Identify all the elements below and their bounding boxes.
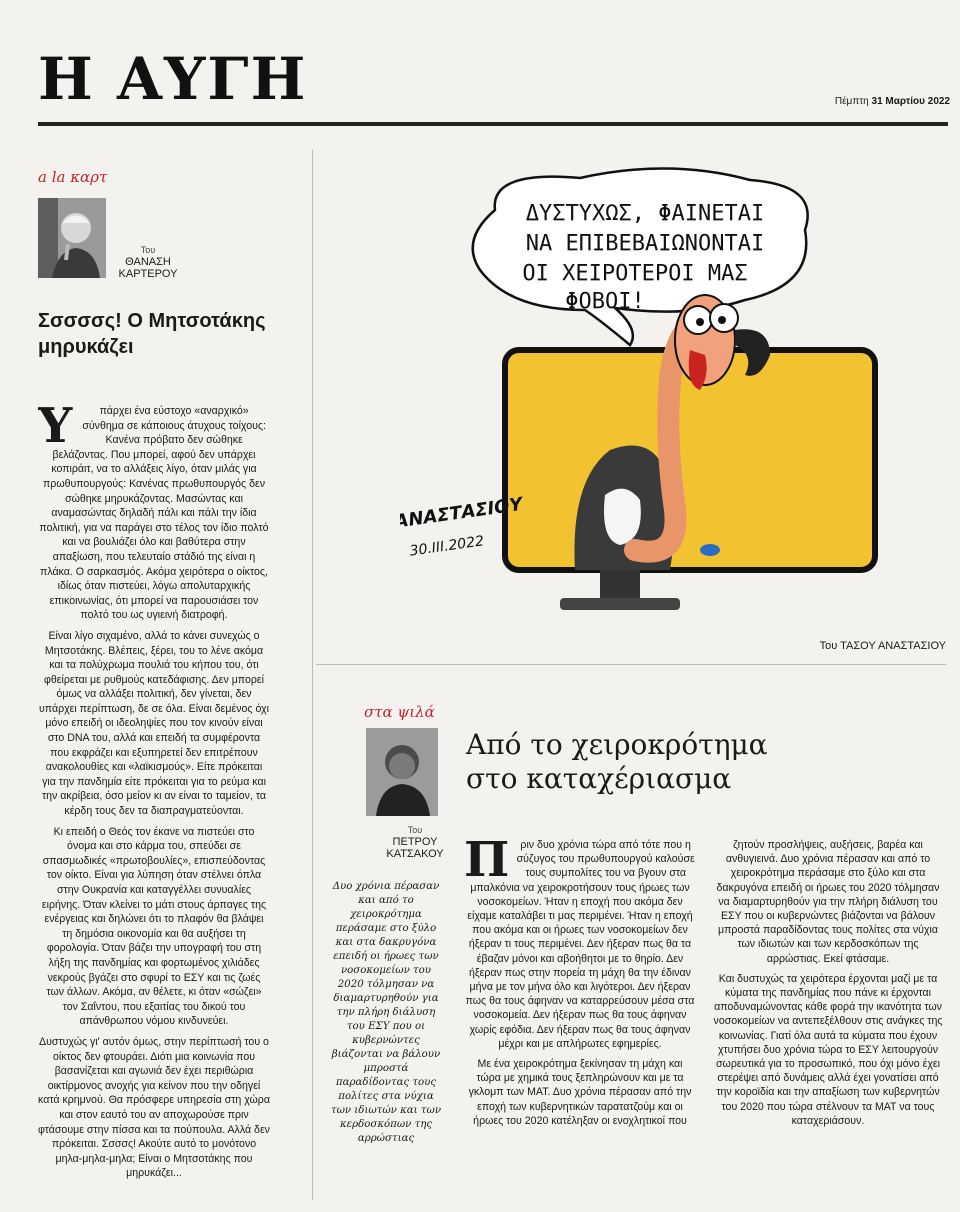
article-right-column-1 [464,838,696,1198]
paragraph: Είναι λίγο σιχαμένο, αλλά το κάνει συνεχώς ο Μητσοτάκης. Βλέπεις, ξέρει, του το λένε ακόμα και τα πολύχρωμα πουλιά του κήπου του, ότι φθείρεται με ρυθμούς κατεδάφισης. Δεν μπορεί όμως να αλλάξει πολιτική, δεν γίνεται, δεν υπάρχει περίπτωση, δε σε όλα. Είναι δεμένος όχι μόνο επειδή οι ιδεοληψίες που τον κινούν είναι στο DNA του, αλλά και επειδή τα συμφέροντα που εκφράζει και εξυπηρετεί δεν επιτρέπουν ανακολουθίες και «λαϊκισμούς». Είτε πρόκειται για την πανδημία είτε πρόκειται για το ρεύμα και την ακρίβεια, όσο μείον κι αν είναι το ταμείον, τα κέρδη τους δεν τα διαπραγματεύονται. [39,629,269,818]
monitor-screen [505,350,875,570]
paragraph: ζητούν προσλήψεις, αυξήσεις, βαρέα και ανθυγιεινά. Δυο χρόνια πέρασαν και από το χειροκρότημα περάσαμε στο ξύλο και στα δακρυγόνα επειδή οι ήρωες του 2020 τόλμησαν να διαμαρτυρηθούν για την πλήρη διάλυση του ΕΣΥ που οι κυβερνώντες βιάζονται να βάλουν μπροστά παραδίδοντας τους πολίτες στα νύχια των ιδιωτών και των κερδοσκόπων της αρρώστιας. Εκεί φτάσαμε. [716,839,940,965]
byline-prefix: Του [140,245,156,255]
date-value: 31 Μαρτίου 2022 [871,96,950,107]
speech-line-3: ΟΙ ΧΕΙΡΟΤΕΡΟΙ ΜΑΣ [522,261,748,286]
speech-line-4: ΦΟΒΟΙ! [565,289,645,314]
column-divider [312,150,313,1200]
headline-line-1: Από το χειροκρότημα [466,728,768,761]
speech-line-2: ΝΑ ΕΠΙΒΕΒΑΙΩΝΟΝΤΑΙ [525,231,765,256]
author-photo-left [38,198,106,278]
author-byline-left [108,244,188,280]
dropcap: Π [464,838,510,888]
masthead-title: Η ΑΥΓΗ [38,45,308,113]
masthead-rule [38,122,948,126]
headline-right [466,728,768,796]
editorial-cartoon [400,150,945,630]
dropcap: Υ [38,404,73,454]
headline-line-2: στο καταχέριασμα [466,762,732,795]
byline-firstname: ΠΕΤΡΟΥ [392,836,438,848]
article-right-column-2 [710,838,946,1198]
cartoon-credit: Του ΤΑΣΟΥ ΑΝΑΣΤΑΣΙΟΥ [819,640,946,652]
paragraph: Και δυστυχώς τα χειρότερα έρχονται μαζί με τα κύματα της πανδημίας που πάνε κι έρχονται αποδυναμώνοντας κάθε φορά την ικανότητα των νοσοκομείων να αντεπεξέλθουν στις ανάγκες της κοινωνίας. Γιατί όλα αυτά τα κύματα που έχουν χτυπήσει δυο χρόνια τώρα το ΕΣΥ λειτουργούν σωρευτικά για το προσωπικό, που όχι μόνο έχει στερέψει από δυνάμεις αλλά έχει γονατίσει από την κοροϊδία και την απαξίωση των κυβερνητών του 2020 που τώρα στέλνουν τα ΜΑΤ να τους καταχεριάσουν. [713,972,943,1127]
svg-text:30.III.2022: 30.III.2022 [408,533,485,560]
paragraph: Υ πάρχει ένα εύστοχο «αναρχικό» σύνθημα σε κάποιους άτυχους τοίχους: Κανένα πρόβατο δεν σώθηκε βελάζοντας. Που μπορεί, αφού δεν υπάρχει κοπιράιτ, να το αλλάξεις λίγο, όταν μιλάς για πρωθυπουργούς: Κανένας πρωθυπουργός δεν σώθηκε μηρυκάζοντας. Μασώντας και αναμασώντας δηλαδή πάλι και πάλι την ίδια πολιτική, για να παράγει στο τέλος τον ίδιο πολτό και να βουλιάζει όλο και βαθύτερα στην απαξίωση, που τελευταίο στάδιό της είναι η πλάκα. Ο σαρκασμός. Ακόμα χειρότερα ο οίκτος, ιδίως όταν πιστεύει, λόγω απολυταρχικής επικοινωνίας, ότι μπορεί να παρουσιάσει τον πολτό του ως υγιεινή διατροφή. [38,404,269,622]
pull-quote: Δυο χρόνια πέρασαν και από το χειροκρότημα περάσαμε στο ξύλο και στα δακρυγόνα επειδή οι ήρωες των νοσοκομείων του 2020 τόλμησαν να διαμαρτυρηθούν για την πλήρη διάλυση του ΕΣΥ που οι κυβερνώντες βιάζονται να βάλουν μπροστά παραδίδοντας τους πολίτες στα νύχια των ιδιωτών και των κερδοσκόπων της αρρώστιας [330,881,442,1144]
paragraph: Με ένα χειροκρότημα ξεκίνησαν τη μάχη και τώρα με χημικά τους ξεπληρώνουν και με τα γκλομπ των ΜΑΤ. Δυο χρόνια πέρασαν από την εποχή των κυβερνητικών ταρατατζούμ και οι ήρωες του 2020 κατέληξαν οι ενοχλητικοί που [468,1058,692,1127]
paragraph: Δυστυχώς γι' αυτόν όμως, στην περίπτωσή του ο οίκτος δεν φτουράει. Διότι μια κοινωνία που βασανίζεται και αγωνιά δεν έχει περιθώρια οικτίρμονος ανοχής για κείνον που την οδηγεί κατά κρημνού. Θα πρόσφερε υπηρεσία στη χώρα και στον εαυτό του αν αποχωρούσε πριν φτάσουμε στην πίσσα και τα πούπουλα. Αλλά δεν πρόκειται. Σσσσς! Ακούτε αυτό το μονότονο μηλα-μηλα-μηλα; Είναι ο Μητσοτάκης που μηρυκάζει... [38,1035,270,1180]
byline-lastname: ΚΑΤΣΑΚΟΥ [386,848,444,860]
author-photo-right [366,728,438,816]
issue-date [835,96,950,107]
speech-line-1: ΔΥΣΤΥΧΩΣ, ΦΑΙΝΕΤΑΙ [525,201,765,226]
cartoonist-signature: ΑΝΑΣΤΑΣΙΟΥ [400,493,524,533]
section-label-left: a la καρτ [38,168,108,186]
byline-prefix: Του [407,825,423,835]
cartoonist-name: ΤΑΣΟΥ ΑΝΑΣΤΑΣΙΟΥ [840,640,946,652]
date-weekday: Πέμπτη [834,96,869,107]
author-byline-right [372,824,458,860]
paragraph: Κι επειδή ο Θεός τον έκανε να πιστεύει στο όνομα και στο κάρμα του, σπεύδει σε σπασμωδικές «πρωτοβουλίες», επισπεύδοντας τον οίκτο. Είναι για λύπηση όταν στέλνει όπλα στην Ουκρανία και καταγγέλλει συνυαλίες ειρήνης. Όταν κλείνει το μάτι στους άρπαγες της ενέργειας και δηλώνει ότι το πλαφόν θα βλάψει τη δημόσια οικονομία και θα αυξήσει τη φορολογία. Όταν βάζει την υπογραφή του στη λήξη της πανδημίας και φορτωμένος χιλιάδες νεκρούς βγάζει στο σφυρί το ΕΣΥ και τις ζωές των άλλων. Ακόμα, αν θέλετε, κι όταν «σώζει» τον Σαΐντου, που εξαιτίας του δικού του απάνθρωπου νόμου κινδυνεύει. [41,825,267,1028]
monitor-stand [560,598,680,610]
section-divider [316,664,946,665]
byline-firstname: ΘΑΝΑΣΗ [125,256,171,268]
paragraph: Π ριν δυο χρόνια τώρα από τότε που η σύζυγος του πρωθυπουργού καλούσε τους συμπολίτες του να βγουν στα μπαλκόνια να χειροκροτήσουν τους ήρωες των νοσοκομείων. Ήταν η εποχή που ακόμα δεν είχαμε καταλάβει τι μας περιμένει. Ήταν η εποχή που ακόμα και οι ήρωες των νοσοκομείων δεν ήξεραν τι τους περιμένει. Δεν ήξεραν πως θα τα έβαζαν μόνοι και αβοήθητοι με το θηρίο. Δεν ήξεραν πως στην πορεία τη μάχη θα την έδιναν μήνα με τον μήνα όλο και λιγότεροι. Δεν ήξεραν πως θα τους άφηναν να καταρρεύσουν μέσα στα νοσοκομεία. Δεν ήξεραν πως θα τους άφηναν χωρίς εφόδια. Δεν ήξεραν πως θα τους άφηναν μέχρι και με απλήρωτες εφημερίες. [464,838,695,1050]
section-label-right: στα ψιλά [364,703,435,721]
article-left-body [38,404,270,1184]
speech-bubble [473,168,808,345]
headline-left: Σσσσσς! Ο Μητσοτάκης μηρυκάζει [38,310,266,358]
byline-lastname: ΚΑΡΤΕΡΟΥ [118,268,178,280]
